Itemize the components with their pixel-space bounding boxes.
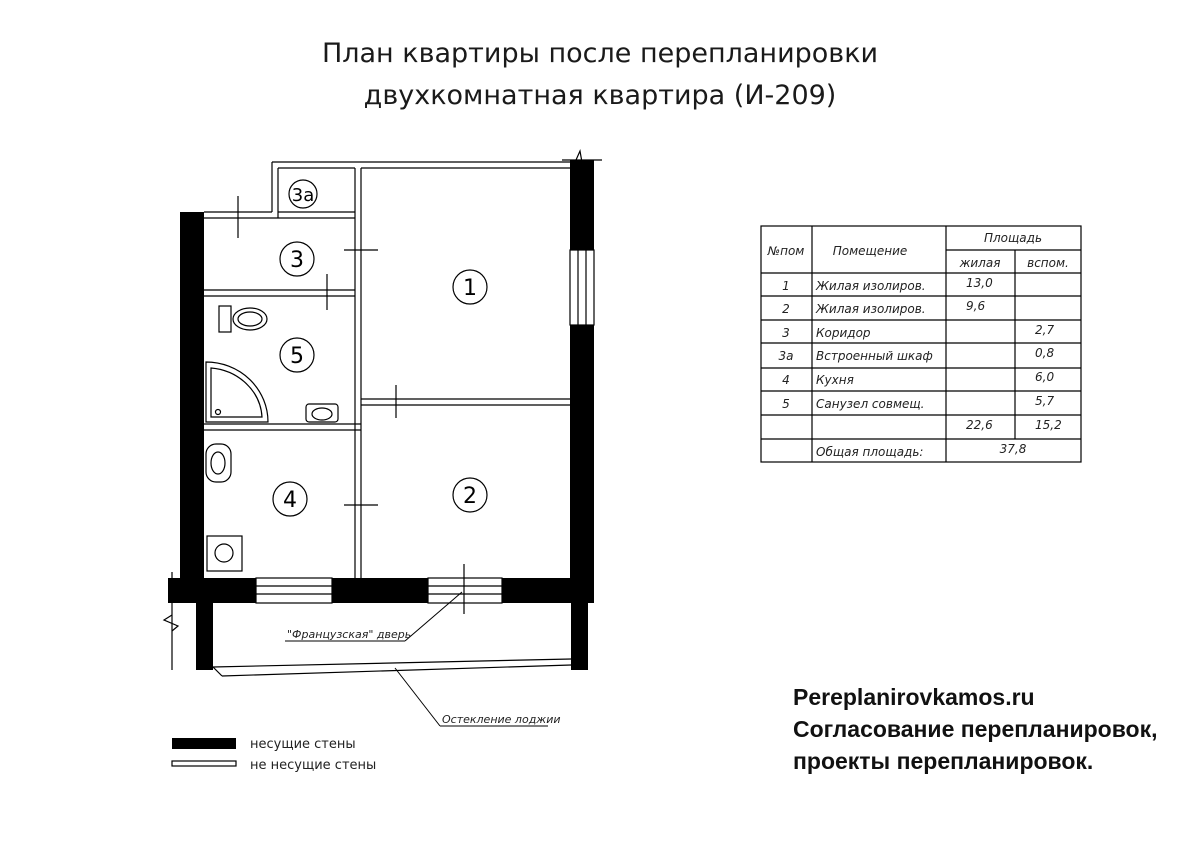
table-cell-num: 2 (782, 302, 790, 316)
toilet-icon (219, 306, 267, 332)
legend-load-bearing-label: несущие стены (250, 737, 356, 752)
plan-subtitle: двухкомнатная квартира (И-209) (363, 80, 837, 111)
bottom-wall-middle (332, 578, 428, 603)
table-cell-num: 5 (782, 397, 790, 411)
bottom-wall-right (502, 578, 572, 603)
room-labels (273, 180, 487, 516)
loggia (213, 659, 571, 676)
brand-site: Pereplanirovkamos.ru (793, 684, 1035, 710)
plan-title: План квартиры после перепланировки (321, 38, 879, 69)
table-cell-num: 1 (782, 279, 790, 293)
table-header-aux: вспом. (1027, 256, 1069, 270)
room-1-label: 1 (463, 276, 477, 301)
table-header-room: Помещение (832, 244, 908, 258)
french-door-note: "Французская" дверь (287, 628, 412, 641)
room-3-label: 3 (290, 248, 304, 273)
table-cell-aux: 15,2 (1035, 418, 1062, 432)
table-cell-aux: 6,0 (1035, 370, 1055, 384)
table-total-value: 37,8 (999, 442, 1027, 456)
room-5-label: 5 (290, 344, 304, 369)
sink-icon (306, 404, 338, 422)
legend-partition-swatch (172, 761, 236, 766)
table-header-area: Площадь (983, 231, 1043, 245)
table-cell-num: 3а (778, 349, 794, 363)
stove-icon (207, 536, 242, 571)
right-window (570, 250, 594, 325)
table-cell-room: Кухня (816, 373, 854, 387)
room-3a-label: 3а (291, 185, 315, 206)
legend-partition-label: не несущие стены (250, 758, 377, 773)
table-cell-room: Жилая изолиров. (816, 302, 926, 316)
wall-break-mark (562, 151, 602, 168)
bottom-window-kitchen (256, 578, 332, 603)
room-2-label: 2 (463, 484, 477, 509)
room-4-label: 4 (283, 488, 297, 513)
table-cell-room: Коридор (816, 326, 871, 340)
leader-lines (285, 592, 548, 726)
table-cell-num: 4 (782, 373, 790, 387)
load-bearing-walls (168, 160, 594, 670)
table-cell-room: Жилая изолиров. (816, 279, 926, 293)
french-door-window (428, 578, 502, 603)
table-cell-aux: 0,8 (1035, 346, 1055, 360)
table-cell-num: 3 (782, 326, 790, 340)
legend (172, 738, 236, 766)
table-total-label: Общая площадь: (816, 445, 924, 459)
legend-load-bearing-swatch (172, 738, 236, 749)
right-wall-upper (570, 160, 594, 250)
loggia-left-wall (196, 603, 213, 670)
table-header-num: №пом (767, 244, 805, 258)
table-cell-room: Встроенный шкаф (816, 349, 933, 363)
table-header-living: жилая (959, 256, 1001, 270)
brand-tagline-1: Согласование перепланировок, (793, 716, 1158, 742)
bottom-wall-left (168, 578, 256, 603)
left-wall (180, 212, 204, 578)
right-wall-lower (570, 325, 594, 603)
loggia-right-wall (571, 603, 588, 670)
brand-tagline-2: проекты перепланировок. (793, 748, 1094, 774)
table-cell-aux: 2,7 (1035, 323, 1055, 337)
kitchen-sink-icon (206, 444, 231, 482)
partition-walls (204, 162, 570, 578)
table-cell-living: 9,6 (966, 299, 986, 313)
bathtub-icon (206, 362, 268, 422)
loggia-glazing-note: Остекление лоджии (442, 713, 561, 726)
table-cell-living: 22,6 (966, 418, 993, 432)
table-cell-aux: 5,7 (1035, 394, 1055, 408)
table-cell-living: 13,0 (966, 276, 993, 290)
table-cell-room: Санузел совмещ. (816, 397, 925, 411)
